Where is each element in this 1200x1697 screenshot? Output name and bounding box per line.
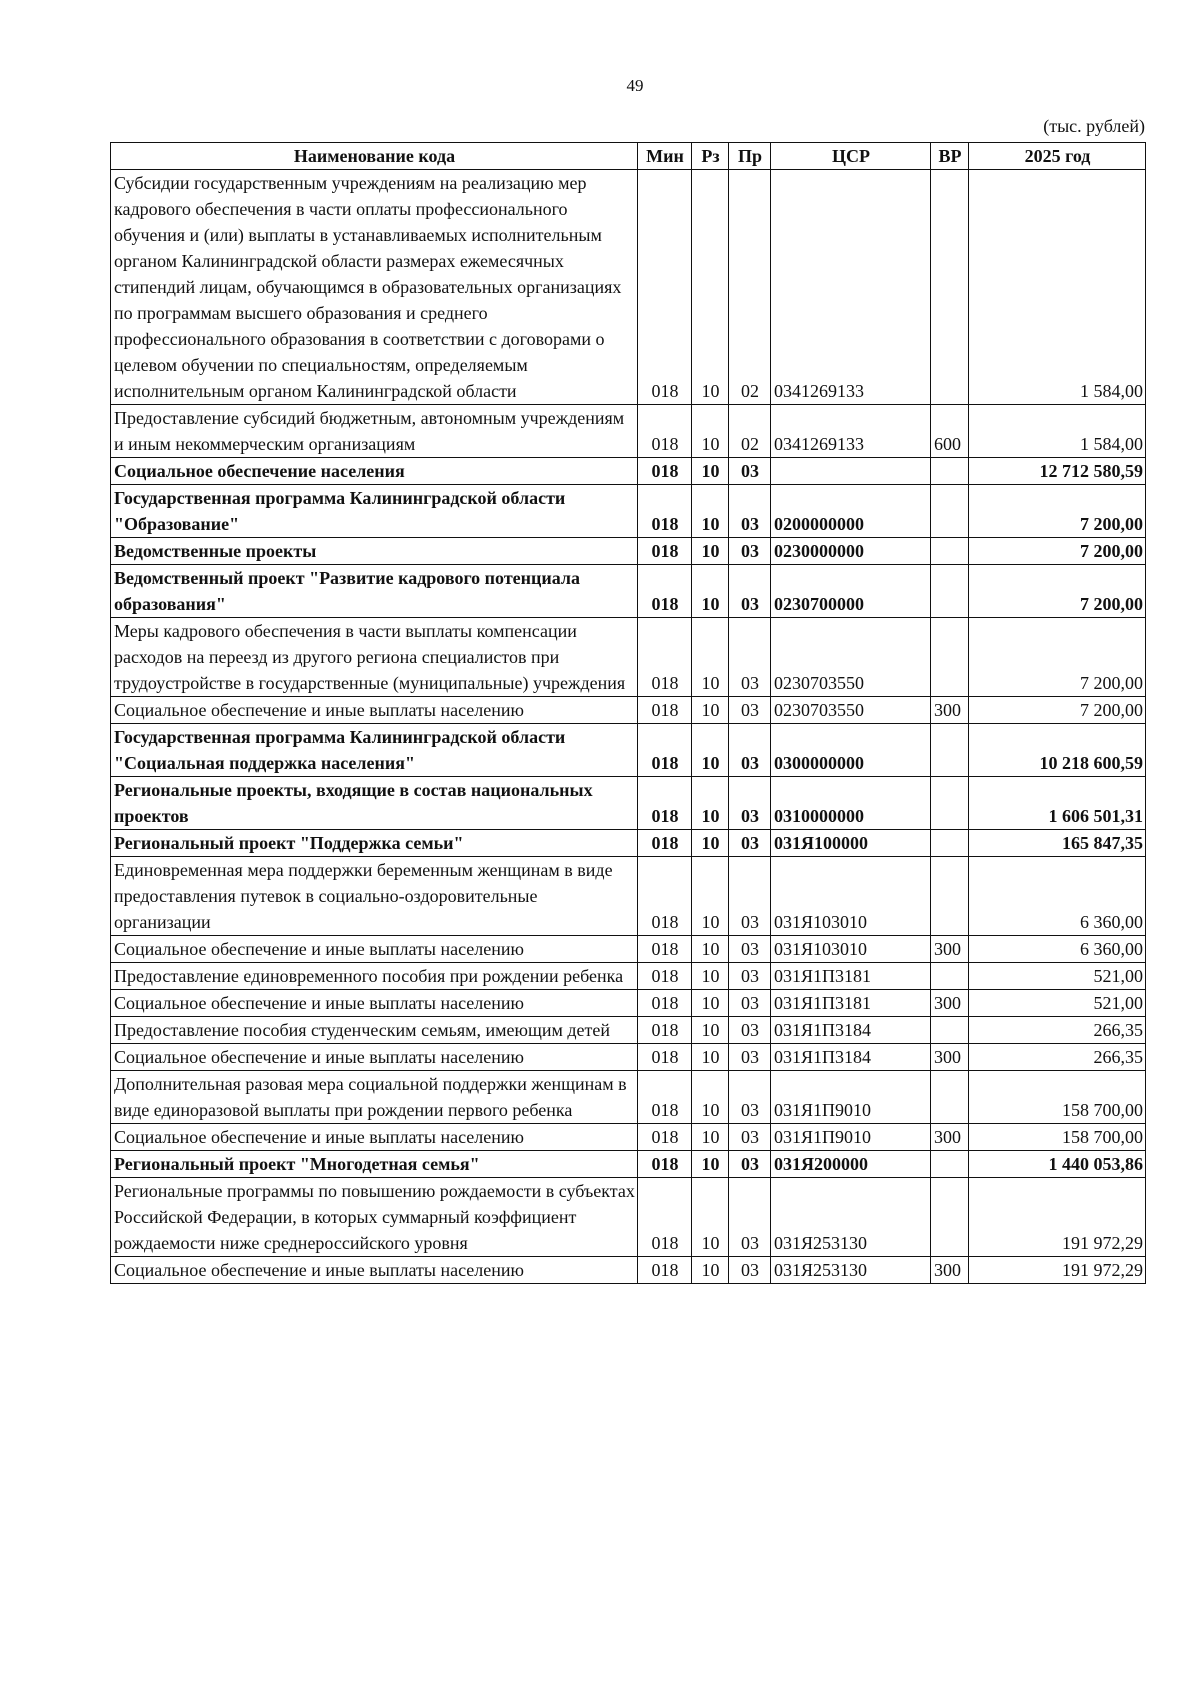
row-rz: 10 — [692, 458, 729, 485]
row-rz: 10 — [692, 857, 729, 936]
row-pr: 03 — [729, 830, 771, 857]
row-csr: 031Я1П9010 — [771, 1124, 931, 1151]
row-pr: 02 — [729, 170, 771, 405]
row-min: 018 — [638, 1017, 692, 1044]
row-vr: 300 — [931, 1124, 969, 1151]
row-vr — [931, 724, 969, 777]
row-min: 018 — [638, 1178, 692, 1257]
header-rz: Рз — [692, 143, 729, 170]
row-amount: 266,35 — [969, 1017, 1146, 1044]
row-csr: 031Я1П3181 — [771, 963, 931, 990]
row-csr: 0310000000 — [771, 777, 931, 830]
row-rz: 10 — [692, 405, 729, 458]
row-min: 018 — [638, 538, 692, 565]
row-vr — [931, 1151, 969, 1178]
row-csr — [771, 458, 931, 485]
row-amount: 1 440 053,86 — [969, 1151, 1146, 1178]
row-amount: 191 972,29 — [969, 1178, 1146, 1257]
row-name: Государственная программа Калининградской области "Социальная поддержка населения" — [111, 724, 638, 777]
row-amount: 1 606 501,31 — [969, 777, 1146, 830]
row-amount: 7 200,00 — [969, 697, 1146, 724]
row-amount: 191 972,29 — [969, 1257, 1146, 1284]
row-vr: 300 — [931, 697, 969, 724]
row-csr: 0300000000 — [771, 724, 931, 777]
row-name: Государственная программа Калининградской области "Образование" — [111, 485, 638, 538]
row-pr: 03 — [729, 485, 771, 538]
row-vr — [931, 777, 969, 830]
row-name: Предоставление субсидий бюджетным, автономным учреждениям и иным некоммерческим организациям — [111, 405, 638, 458]
row-pr: 03 — [729, 1151, 771, 1178]
row-name: Субсидии государственным учреждениям на реализацию мер кадрового обеспечения в части оплаты профессионального обучения и (или) выплаты в устанавливаемых исполнительным органом Калининградской области размерах ежемесячных стипендий лицам, обучающимся в образовательных организациях по программам высшего образования и среднего профессионального образования в соответствии с договорами о целевом обучении по специальностям, определяемым исполнительным органом Калининградской области — [111, 170, 638, 405]
row-pr: 03 — [729, 724, 771, 777]
row-csr: 031Я1П3181 — [771, 990, 931, 1017]
row-rz: 10 — [692, 1257, 729, 1284]
table-row — [111, 1178, 1146, 1257]
row-pr: 03 — [729, 565, 771, 618]
row-name: Социальное обеспечение и иные выплаты населению — [111, 990, 638, 1017]
header-min: Мин — [638, 143, 692, 170]
row-name: Меры кадрового обеспечения в части выплаты компенсации расходов на переезд из другого региона специалистов при трудоустройстве в государственные (муниципальные) учреждения — [111, 618, 638, 697]
row-vr — [931, 1178, 969, 1257]
row-min: 018 — [638, 990, 692, 1017]
row-rz: 10 — [692, 697, 729, 724]
row-vr: 600 — [931, 405, 969, 458]
row-pr: 03 — [729, 1017, 771, 1044]
table-row — [111, 485, 1146, 538]
row-rz: 10 — [692, 990, 729, 1017]
units-label: (тыс. рублей) — [1043, 116, 1145, 136]
row-rz: 10 — [692, 1151, 729, 1178]
row-min: 018 — [638, 724, 692, 777]
row-rz: 10 — [692, 538, 729, 565]
row-vr — [931, 1071, 969, 1124]
row-rz: 10 — [692, 170, 729, 405]
row-rz: 10 — [692, 1124, 729, 1151]
header-csr: ЦСР — [771, 143, 931, 170]
row-vr — [931, 170, 969, 405]
row-name: Социальное обеспечение и иные выплаты населению — [111, 1124, 638, 1151]
header-pr: Пр — [729, 143, 771, 170]
table-row — [111, 697, 1146, 724]
row-min: 018 — [638, 697, 692, 724]
row-name: Предоставление пособия студенческим семьям, имеющим детей — [111, 1017, 638, 1044]
row-vr: 300 — [931, 1044, 969, 1071]
row-pr: 03 — [729, 1124, 771, 1151]
header-year: 2025 год — [969, 143, 1146, 170]
row-amount: 7 200,00 — [969, 565, 1146, 618]
table-row — [111, 830, 1146, 857]
row-csr: 031Я253130 — [771, 1178, 931, 1257]
row-name: Социальное обеспечение и иные выплаты населению — [111, 936, 638, 963]
row-csr: 031Я100000 — [771, 830, 931, 857]
table-row — [111, 724, 1146, 777]
row-name: Ведомственный проект "Развитие кадрового потенциала образования" — [111, 565, 638, 618]
row-pr: 03 — [729, 777, 771, 830]
row-min: 018 — [638, 857, 692, 936]
row-amount: 7 200,00 — [969, 485, 1146, 538]
row-pr: 03 — [729, 1044, 771, 1071]
table-row — [111, 936, 1146, 963]
row-csr: 0230700000 — [771, 565, 931, 618]
table-header-row — [111, 143, 1146, 170]
row-csr: 031Я200000 — [771, 1151, 931, 1178]
table-row — [111, 963, 1146, 990]
row-min: 018 — [638, 1044, 692, 1071]
row-vr: 300 — [931, 1257, 969, 1284]
row-amount: 12 712 580,59 — [969, 458, 1146, 485]
row-name: Ведомственные проекты — [111, 538, 638, 565]
row-amount: 165 847,35 — [969, 830, 1146, 857]
row-vr — [931, 538, 969, 565]
page-number: 49 — [626, 76, 644, 95]
row-vr: 300 — [931, 936, 969, 963]
table-row — [111, 990, 1146, 1017]
row-amount: 521,00 — [969, 990, 1146, 1017]
row-csr: 0341269133 — [771, 170, 931, 405]
row-rz: 10 — [692, 830, 729, 857]
row-rz: 10 — [692, 936, 729, 963]
table-row — [111, 1044, 1146, 1071]
row-pr: 03 — [729, 1178, 771, 1257]
row-rz: 10 — [692, 963, 729, 990]
row-rz: 10 — [692, 1044, 729, 1071]
row-pr: 03 — [729, 538, 771, 565]
row-name: Дополнительная разовая мера социальной поддержки женщинам в виде единоразовой выплаты при рождении первого ребенка — [111, 1071, 638, 1124]
row-min: 018 — [638, 618, 692, 697]
row-min: 018 — [638, 485, 692, 538]
row-min: 018 — [638, 405, 692, 458]
row-pr: 03 — [729, 458, 771, 485]
row-amount: 158 700,00 — [969, 1071, 1146, 1124]
row-amount: 266,35 — [969, 1044, 1146, 1071]
row-vr — [931, 565, 969, 618]
budget-table — [110, 142, 1146, 1284]
header-name: Наименование кода — [111, 143, 638, 170]
row-vr: 300 — [931, 990, 969, 1017]
row-name: Социальное обеспечение населения — [111, 458, 638, 485]
row-name: Региональный проект "Многодетная семья" — [111, 1151, 638, 1178]
row-pr: 03 — [729, 963, 771, 990]
row-min: 018 — [638, 565, 692, 618]
table-row — [111, 857, 1146, 936]
row-rz: 10 — [692, 1071, 729, 1124]
table-row — [111, 1124, 1146, 1151]
table-row — [111, 458, 1146, 485]
row-pr: 03 — [729, 1257, 771, 1284]
row-rz: 10 — [692, 485, 729, 538]
row-rz: 10 — [692, 1178, 729, 1257]
table-row — [111, 777, 1146, 830]
row-amount: 1 584,00 — [969, 170, 1146, 405]
table-row — [111, 170, 1146, 405]
row-pr: 03 — [729, 990, 771, 1017]
row-rz: 10 — [692, 1017, 729, 1044]
row-vr — [931, 1017, 969, 1044]
header-vr: ВР — [931, 143, 969, 170]
row-vr — [931, 857, 969, 936]
row-name: Социальное обеспечение и иные выплаты населению — [111, 697, 638, 724]
row-min: 018 — [638, 458, 692, 485]
table-row — [111, 1071, 1146, 1124]
row-min: 018 — [638, 1151, 692, 1178]
row-vr — [931, 830, 969, 857]
row-rz: 10 — [692, 777, 729, 830]
row-amount: 6 360,00 — [969, 857, 1146, 936]
row-rz: 10 — [692, 618, 729, 697]
row-amount: 6 360,00 — [969, 936, 1146, 963]
row-csr: 031Я1П3184 — [771, 1017, 931, 1044]
row-min: 018 — [638, 963, 692, 990]
row-csr: 031Я103010 — [771, 936, 931, 963]
row-name: Региональные программы по повышению рождаемости в субъектах Российской Федерации, в которых суммарный коэффициент рождаемости ниже среднероссийского уровня — [111, 1178, 638, 1257]
row-pr: 02 — [729, 405, 771, 458]
row-name: Предоставление единовременного пособия при рождении ребенка — [111, 963, 638, 990]
row-amount: 7 200,00 — [969, 538, 1146, 565]
row-amount: 158 700,00 — [969, 1124, 1146, 1151]
row-csr: 031Я1П3184 — [771, 1044, 931, 1071]
row-min: 018 — [638, 170, 692, 405]
row-min: 018 — [638, 1071, 692, 1124]
row-min: 018 — [638, 830, 692, 857]
row-name: Социальное обеспечение и иные выплаты населению — [111, 1257, 638, 1284]
row-csr: 0230703550 — [771, 618, 931, 697]
row-vr — [931, 618, 969, 697]
row-rz: 10 — [692, 724, 729, 777]
row-csr: 0341269133 — [771, 405, 931, 458]
table-row — [111, 1151, 1146, 1178]
row-amount: 10 218 600,59 — [969, 724, 1146, 777]
row-min: 018 — [638, 1124, 692, 1151]
table-row — [111, 405, 1146, 458]
row-pr: 03 — [729, 857, 771, 936]
row-csr: 0230703550 — [771, 697, 931, 724]
row-name: Единовременная мера поддержки беременным женщинам в виде предоставления путевок в социально-оздоровительные организации — [111, 857, 638, 936]
row-rz: 10 — [692, 565, 729, 618]
table-row — [111, 618, 1146, 697]
row-amount: 1 584,00 — [969, 405, 1146, 458]
table-row — [111, 1257, 1146, 1284]
row-pr: 03 — [729, 697, 771, 724]
table-row — [111, 538, 1146, 565]
row-vr — [931, 458, 969, 485]
row-csr: 031Я253130 — [771, 1257, 931, 1284]
row-vr — [931, 963, 969, 990]
row-name: Региональный проект "Поддержка семьи" — [111, 830, 638, 857]
row-name: Региональные проекты, входящие в состав национальных проектов — [111, 777, 638, 830]
row-csr: 0200000000 — [771, 485, 931, 538]
row-min: 018 — [638, 1257, 692, 1284]
row-name: Социальное обеспечение и иные выплаты населению — [111, 1044, 638, 1071]
row-pr: 03 — [729, 618, 771, 697]
row-amount: 521,00 — [969, 963, 1146, 990]
row-min: 018 — [638, 936, 692, 963]
row-vr — [931, 485, 969, 538]
row-amount: 7 200,00 — [969, 618, 1146, 697]
table-row — [111, 565, 1146, 618]
row-pr: 03 — [729, 936, 771, 963]
table-row — [111, 1017, 1146, 1044]
row-min: 018 — [638, 777, 692, 830]
table-body — [111, 170, 1146, 1284]
row-pr: 03 — [729, 1071, 771, 1124]
row-csr: 031Я103010 — [771, 857, 931, 936]
row-csr: 0230000000 — [771, 538, 931, 565]
row-csr: 031Я1П9010 — [771, 1071, 931, 1124]
